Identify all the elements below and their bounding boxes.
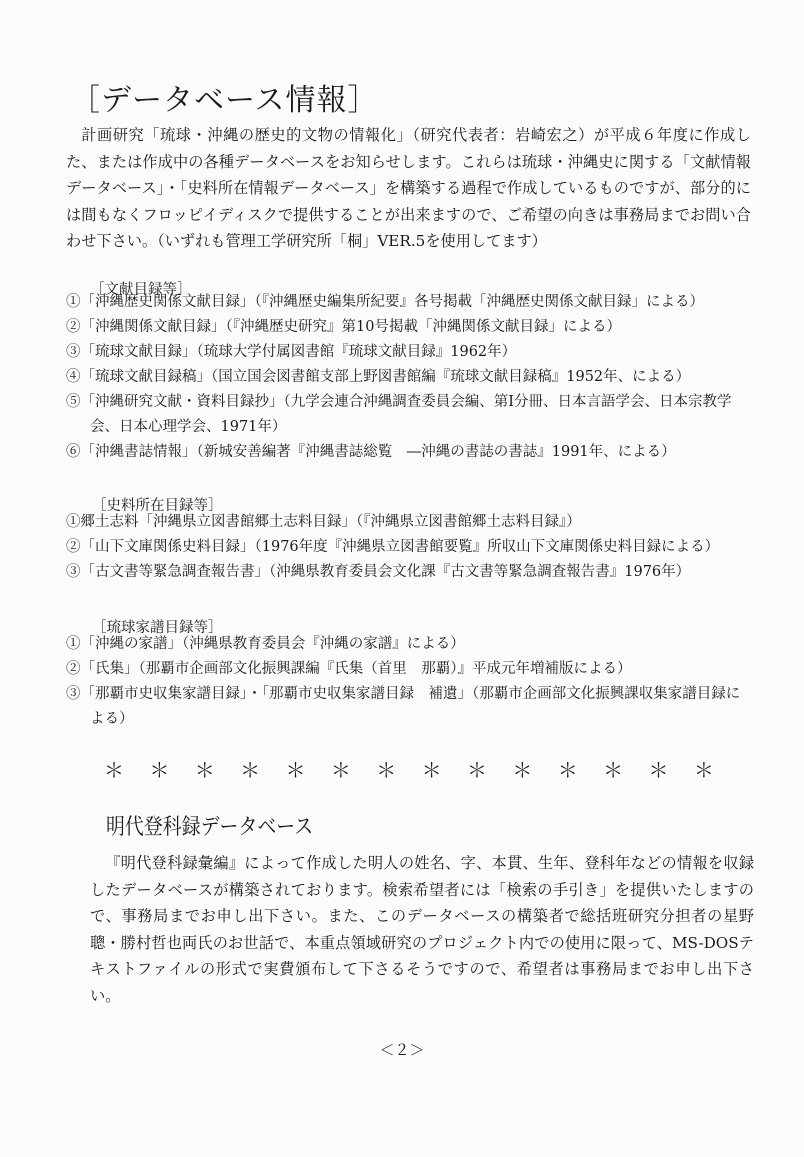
star: ＊ [648,758,669,782]
star: ＊ [376,758,397,782]
star: ＊ [557,758,578,782]
star: ＊ [285,758,306,782]
list-item: ⑥「沖縄書誌情報」（新城安善編著『沖縄書誌総覧 ―沖縄の書誌の書誌』1991年、による） [66,444,676,460]
section-heading-kafu: ［琉球家譜目録等］ [92,620,223,636]
page-number: ＜２＞ [379,1041,425,1059]
star: ＊ [512,758,533,782]
star: ＊ [240,758,261,782]
star: ＊ [603,758,624,782]
star: ＊ [330,758,351,782]
list-item: ①「沖縄歴史関係文献目録」（『沖縄歴史編集所紀要』各号掲載「沖縄歴史関係文献目録」による） [66,294,704,310]
ming-db-body: 『明代登科録彙編』によって作成した明人の姓名、字、本貫、生年、登科年などの情報を収録したデータベースが構築されております。検索希望者には「検索の手引き」を提供いたしますので、事務局までお申し出下さい。また、このデータベースの構築者で総括班研究分担者の星野聰・勝村哲也両氏のお世話で、本重点領域研究のプロジェクト内での使用に限って、MS-DOSテキストファイルの形式で実費頒布して下さるそうですので、希望者は事務局までお申し出下さい。 [90,854,754,1005]
star: ＊ [149,758,170,782]
ming-db-title: 明代登科録データベース [106,815,314,840]
kafu-list [66,632,754,732]
page-title: ［データベース情報］ [70,83,379,118]
list-item: ⑤「沖縄研究文献・資料目録抄」（九学会連合沖縄調査委員会編、第Ⅰ分冊、日本言語学会、日本宗教学会、日本心理学会、1971年） [66,394,732,435]
intro-text [66,122,751,255]
section-heading-bunken: ［文献目録等］ [90,282,192,298]
star: ＊ [693,758,714,782]
list-item: ①「沖縄の家譜」（沖縄県教育委員会『沖縄の家譜』による） [66,636,465,652]
bunken-list [66,290,754,465]
list-item: ①郷土志料「沖縄県立図書館郷土志料目録」（『沖縄県立図書館郷土志料目録』） [66,514,581,530]
list-item: ③「古文書等緊急調査報告書」（沖縄県教育委員会文化課『古文書等緊急調査報告書』1976年） [66,564,691,580]
star: ＊ [104,758,124,782]
shiryo-list [66,510,754,585]
list-item: ③「那覇市史収集家譜目録」・「那覇市史収集家譜目録 補遺」（那覇市企画部文化振興課収集家譜目録による） [66,686,741,727]
list-item: ②「山下文庫関係史料目録」（1976年度『沖縄県立図書館要覧』所収山下文庫関係史料目録による） [66,539,720,555]
star: ＊ [194,758,215,782]
list-item: ④「琉球文献目録稿」（国立国会図書館支部上野図書館編『琉球文献目録稿』1952年、による） [66,369,691,385]
list-item: ②「沖縄関係文献目録」（『沖縄歴史研究』第10号掲載「沖縄関係文献目録」による） [66,319,621,335]
list-item: ③「琉球文献目録」（琉球大学付属図書館『琉球文献目録』1962年） [66,344,517,360]
star: ＊ [421,758,442,782]
star-divider [104,757,714,783]
list-item: ②「氏集」（那覇市企画部文化振興課編『氏集（首里 那覇）』平成元年増補版による） [66,661,632,677]
section-heading-shiryo: ［史料所在目録等］ [92,498,223,514]
star: ＊ [467,758,487,782]
intro-paragraph: 計画研究「琉球・沖縄の歴史的文物の情報化」（研究代表者：岩崎宏之）が平成６年度に作成した、または作成中の各種データベースをお知らせします。これらは琉球・沖縄史に関する「文献情報データベース」・「史料所在情報データベース」を構築する過程で作成しているものですが、部分的には間もなくフロッピイディスクで提供することが出来ますので、ご希望の向きは事務局までお問い合わせ下さい。（いずれも管理工学研究所「桐」VER.5を使用してます） [66,126,751,250]
